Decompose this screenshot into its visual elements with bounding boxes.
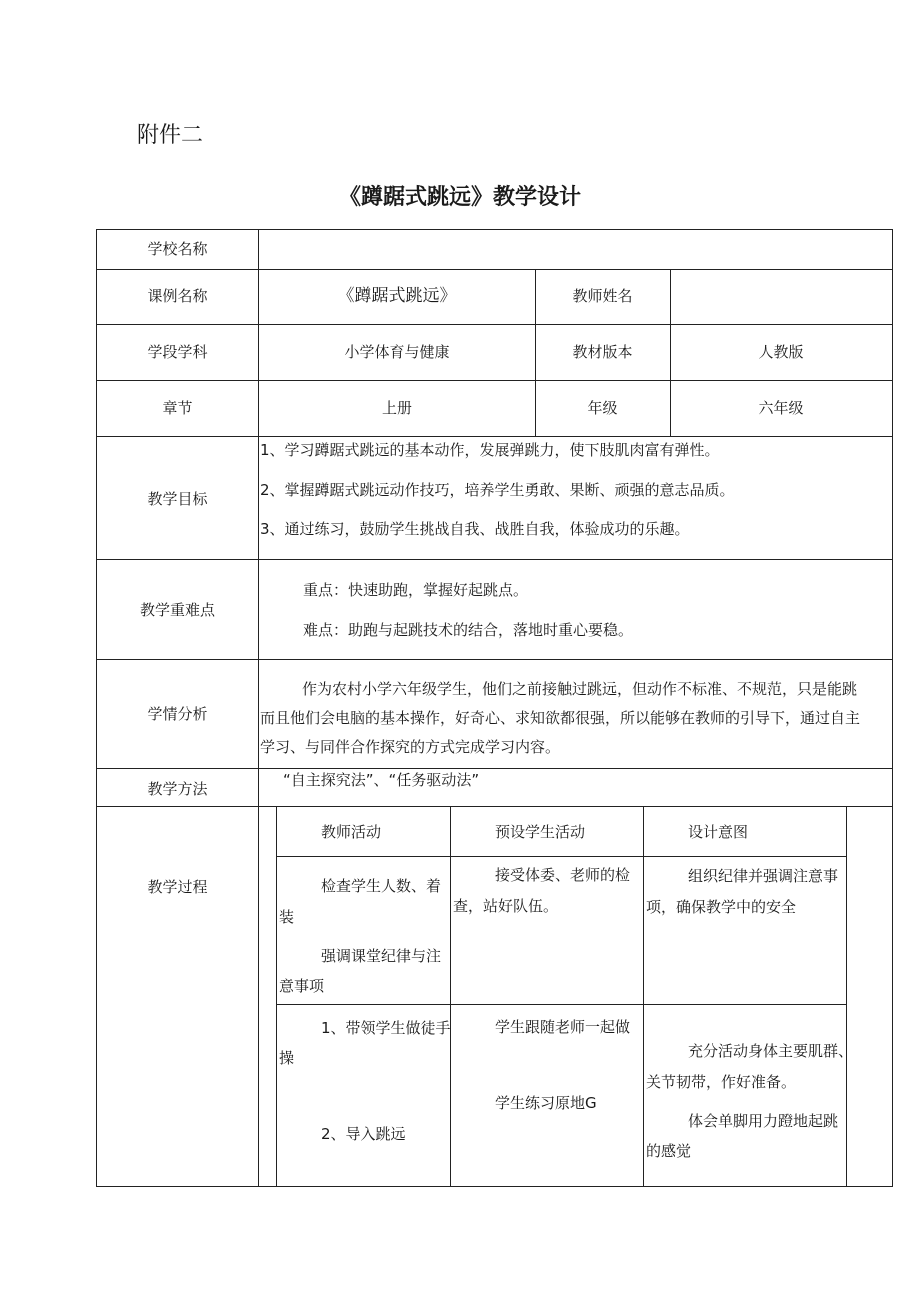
subject-value: 小学体育与健康 (344, 343, 450, 361)
objective-item: 3、通过练习，鼓励学生挑战自我、战胜自我，体验成功的乐趣。 (260, 520, 690, 538)
teacher-activity-line: 强调课堂纪律与注 (321, 947, 442, 965)
attachment-label: 附件二 (137, 123, 204, 148)
chapter-value: 上册 (381, 399, 412, 417)
design-intent-line: 充分活动身体主要肌群、 (688, 1042, 854, 1060)
chapter-label: 章节 (162, 399, 193, 417)
grade-label: 年级 (587, 399, 618, 417)
objective-item: 1、学习蹲踞式跳远的基本动作，发展弹跳力，使下肢肌肉富有弹性。 (260, 441, 720, 459)
edition-label: 教材版本 (572, 343, 633, 361)
design-intent-line: 组织纪律并强调注意事 (688, 867, 839, 885)
course-label: 课例名称 (147, 287, 208, 305)
key-point: 重点：快速助跑，掌握好起跳点。 (303, 581, 529, 599)
student-activity-line: 学生跟随老师一起做 (495, 1018, 631, 1036)
method-value: “自主探究法”、“任务驱动法” (283, 771, 480, 789)
design-intent-line: 关节韧带，作好准备。 (646, 1073, 797, 1091)
course-value: 《蹲踞式跳远》 (337, 286, 457, 306)
design-intent-line: 项，确保教学中的安全 (646, 898, 797, 916)
document-title: 《蹲踞式跳远》教学设计 (338, 185, 581, 210)
analysis-line: 学习、与同伴合作探究的方式完成学习内容。 (260, 738, 561, 756)
teacher-activity-line: 操 (279, 1049, 295, 1067)
teacher-label: 教师姓名 (572, 287, 633, 305)
teacher-activity-line: 1、带领学生做徒手 (321, 1019, 451, 1037)
design-intent-line: 体会单脚用力蹬地起跳 (688, 1112, 839, 1130)
student-activity-line: 接受体委、老师的检 (495, 866, 631, 884)
analysis-label: 学情分析 (147, 705, 208, 723)
analysis-line: 作为农村小学六年级学生，他们之前接触过跳远，但动作不标准、不规范，只是能跳 (302, 680, 858, 698)
objectives-label: 教学目标 (147, 490, 208, 508)
student-activity-line: 查，站好队伍。 (453, 897, 559, 915)
subject-label: 学段学科 (147, 343, 208, 361)
student-activity-line: 学生练习原地G (495, 1094, 597, 1112)
teacher-activity-line: 检查学生人数、着 (321, 877, 442, 895)
method-label: 教学方法 (147, 780, 208, 798)
process-label: 教学过程 (147, 878, 208, 896)
edition-value: 人教版 (758, 343, 804, 361)
teacher-activity-line: 装 (279, 908, 295, 926)
header-design-intent: 设计意图 (688, 823, 749, 841)
teacher-activity-line: 意事项 (279, 977, 325, 995)
design-intent-line: 的感觉 (646, 1142, 692, 1160)
key-points-label: 教学重难点 (139, 601, 215, 619)
header-teacher-activity: 教师活动 (321, 823, 382, 841)
teacher-activity-line: 2、导入跳远 (321, 1125, 406, 1143)
grade-value: 六年级 (758, 399, 804, 417)
analysis-line: 而且他们会电脑的基本操作，好奇心、求知欲都很强，所以能够在教师的引导下，通过自主 (260, 709, 861, 727)
objective-item: 2、掌握蹲踞式跳远动作技巧，培养学生勇敢、果断、顽强的意志品质。 (260, 481, 735, 499)
header-student-activity: 预设学生活动 (495, 823, 586, 841)
school-label: 学校名称 (147, 240, 208, 258)
difficulty-point: 难点：助跑与起跳技术的结合，落地时重心要稳。 (303, 621, 634, 639)
